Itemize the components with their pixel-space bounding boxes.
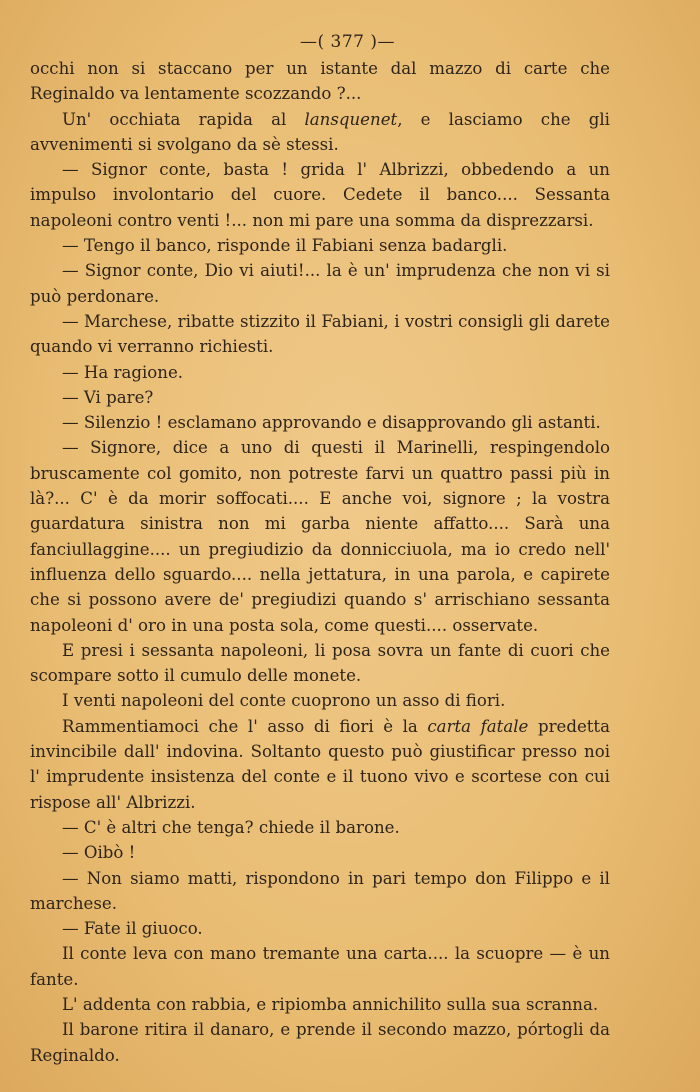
paragraph: — Oibò !	[62, 843, 136, 863]
paragraph: — Fate il giuoco.	[62, 919, 203, 939]
italic-term: carta fatale	[427, 716, 529, 736]
book-page	[30, 30, 610, 1068]
paragraph: — Signor conte, Dio vi aiuti!... la è un' imprudenza che non vi si può perdonare.	[30, 261, 610, 306]
paragraph: — C' è altri che tenga? chiede il barone.	[62, 817, 400, 837]
paragraph: — Vi pare?	[62, 387, 154, 407]
paragraph: — Ha ragione.	[62, 362, 184, 382]
paragraph: — Signore, dice a uno di questi il Marinelli, respingendolo bruscamente col gomito, non potreste farvi un quattro passi più in là?... C' è da morir soffocati.... E anche voi, signore ; la vostra guardatura sinistra non mi garba niente affatto.... Sarà una fanciullaggine.... un pregiudizio da donnicciuola, ma io credo nell' influenza dello sguardo.... nella jettatura, in una parola, e capirete che si possono avere de' pregiudizi quando s' arrischiano sessanta napoleoni d' oro in una posta sola, come questi.... osservate.	[30, 438, 610, 635]
paragraph: Il conte leva con mano tremante una carta.... la scuopre — è un fante.	[30, 944, 610, 989]
paragraph: — Marchese, ribatte stizzito il Fabiani, i vostri consigli gli darete quando vi verranno richiesti.	[30, 311, 610, 357]
paragraph: occhi non si staccano per un istante dal mazzo di carte che Reginaldo va lentamente scozzando ?...	[30, 59, 610, 104]
paragraph: I venti napoleoni del conte cuoprono un asso di fiori.	[62, 691, 506, 711]
paragraph: — Tengo il banco, risponde il Fabiani senza badargli.	[62, 236, 508, 256]
page-number: —( 377 )—	[299, 32, 396, 52]
paragraph: — Signor conte, basta ! grida l' Albrizzi, obbedendo a un impulso involontario del cuore. Cedete il banco.... Sessanta napoleoni contro venti !... non mi pare una somma da disprezzarsi.	[30, 160, 610, 230]
paragraph: Un' occhiata rapida al lansquenet, e lasciamo che gli avvenimenti si svolgano da sè stessi.	[30, 109, 610, 154]
italic-term: lansquenet	[304, 109, 398, 129]
paragraph: Rammentiamoci che l' asso di fiori è la carta fatale predetta invincibile dall' indovina. Soltanto questo può giustificar presso noi l' imprudente insistenza del conte e il tuono vivo e scortese con cui rispose all' Albrizzi.	[30, 716, 610, 812]
paragraph: — Silenzio ! esclamano approvando e disapprovando gli astanti.	[62, 413, 601, 433]
paragraph: L' addenta con rabbia, e ripiomba annichilito sulla sua scranna.	[62, 994, 599, 1014]
paragraph: Il barone ritira il danaro, e prende il secondo mazzo, pórtogli da Reginaldo.	[30, 1020, 610, 1065]
paragraph: — Non siamo matti, rispondono in pari tempo don Filippo e il marchese.	[30, 868, 610, 913]
paragraph: E presi i sessanta napoleoni, li posa sovra un fante di cuori che scompare sotto il cumulo delle monete.	[30, 640, 610, 686]
